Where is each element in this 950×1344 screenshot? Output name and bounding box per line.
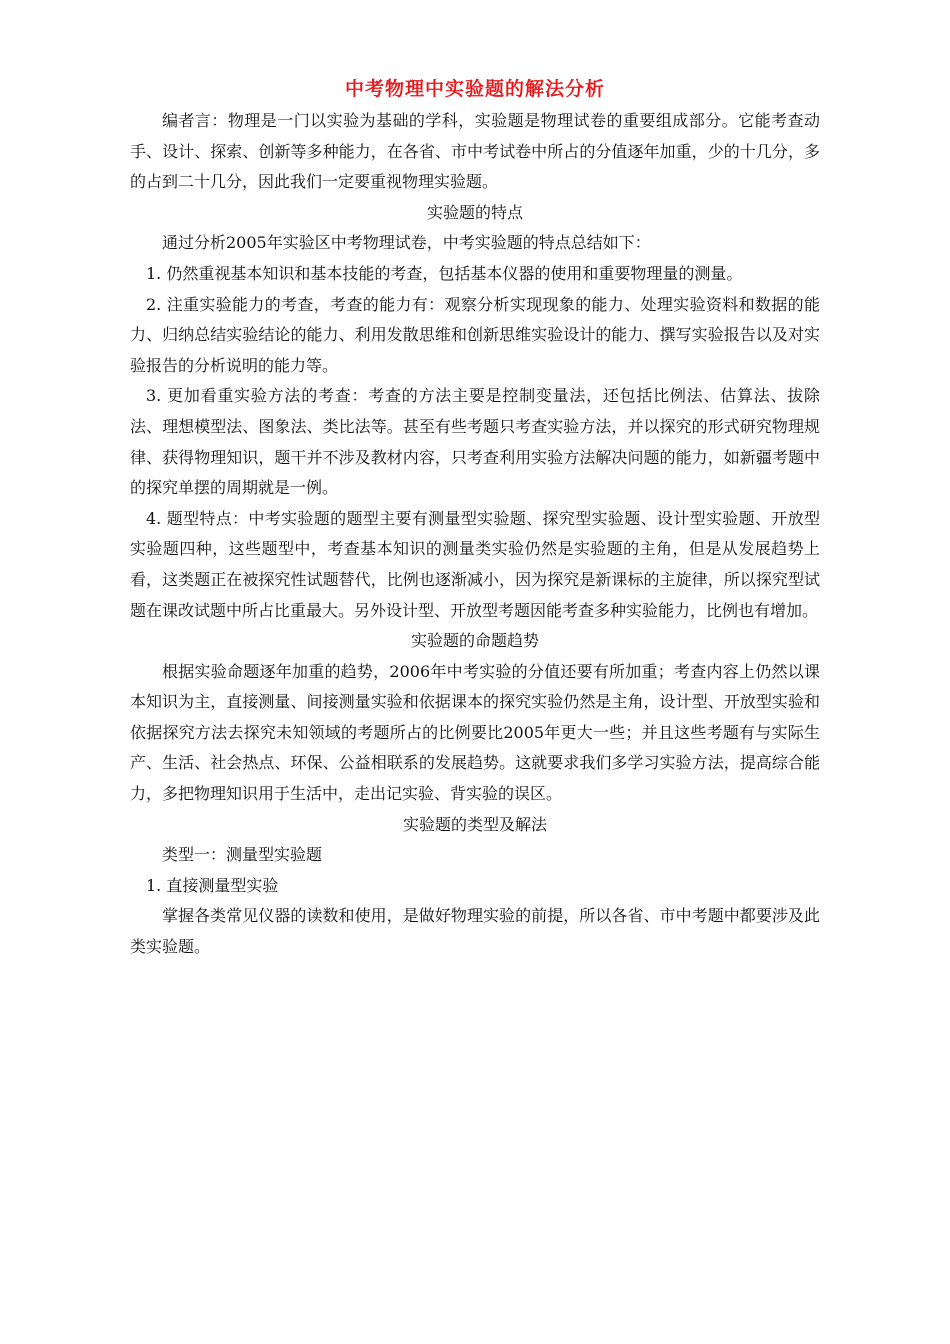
feature-item-2: 2. 注重实验能力的考查，考查的能力有：观察分析实现现象的能力、处理实验资料和数据的能力、归纳总结实验结论的能力、利用发散思维和创新思维实验设计的能力、撰写实验报告以及对实验报告的分析说明的能力等。 <box>130 294 820 375</box>
document-page <box>130 76 820 963</box>
features-lead: 通过分析2005年实验区中考物理试卷，中考实验题的特点总结如下： <box>162 233 651 253</box>
types-paragraph: 掌握各类常见仪器的读数和使用，是做好物理实验的前提，所以各省、市中考题中都要涉及此类实验题。 <box>130 906 820 957</box>
section-heading-types: 实验题的类型及解法 <box>402 814 547 834</box>
document-title: 中考物理中实验题的解法分析 <box>344 78 605 100</box>
section-heading-trends: 实验题的命题趋势 <box>410 631 539 651</box>
type-one-label: 类型一：测量型实验题 <box>162 845 323 865</box>
feature-item-1: 1. 仍然重视基本知识和基本技能的考查，包括基本仪器的使用和重要物理量的测量。 <box>146 263 743 283</box>
section-heading-features: 实验题的特点 <box>426 202 523 222</box>
intro-paragraph: 编者言：物理是一门以实验为基础的学科，实验题是物理试卷的重要组成部分。它能考查动手、设计、探索、创新等多种能力，在各省、市中考试卷中所占的分值逐年加重，少的十几分，多的占到二十几分，因此我们一定要重视物理实验题。 <box>130 111 820 192</box>
sub-item-direct-measurement: 1. 直接测量型实验 <box>146 875 279 895</box>
feature-item-4: 4. 题型特点：中考实验题的题型主要有测量型实验题、探究型实验题、设计型实验题、开放型实验题四种，这些题型中，考查基本知识的测量类实验仍然是实验题的主角，但是从发展趋势上看，这类题正在被探究性试题替代，比例也逐渐减小，因为探究是新课标的主旋律，所以探究型试题在课改试题中所占比重最大。另外设计型、开放型考题因能考查多种实验能力，比例也有增加。 <box>130 508 820 620</box>
trends-paragraph: 根据实验命题逐年加重的趋势，2006年中考实验的分值还要有所加重；考查内容上仍然以课本知识为主，直接测量、间接测量实验和依据课本的探究实验仍然是主角，设计型、开放型实验和依据探究方法去探究未知领域的考题所占的比例要比2005年更大一些；并且这些考题有与实际生产、生活、社会热点、环保、公益相联系的发展趋势。这就要求我们多学习实验方法，提高综合能力，多把物理知识用于生活中，走出记实验、背实验的误区。 <box>130 661 820 804</box>
feature-item-3: 3. 更加看重实验方法的考查：考查的方法主要是控制变量法，还包括比例法、估算法、拔除法、理想模型法、图象法、类比法等。甚至有些考题只考查实验方法，并以探究的形式研究物理规律、获得物理知识，题干并不涉及教材内容，只考查利用实验方法解决问题的能力，如新疆考题中的探究单摆的周期就是一例。 <box>130 386 820 498</box>
